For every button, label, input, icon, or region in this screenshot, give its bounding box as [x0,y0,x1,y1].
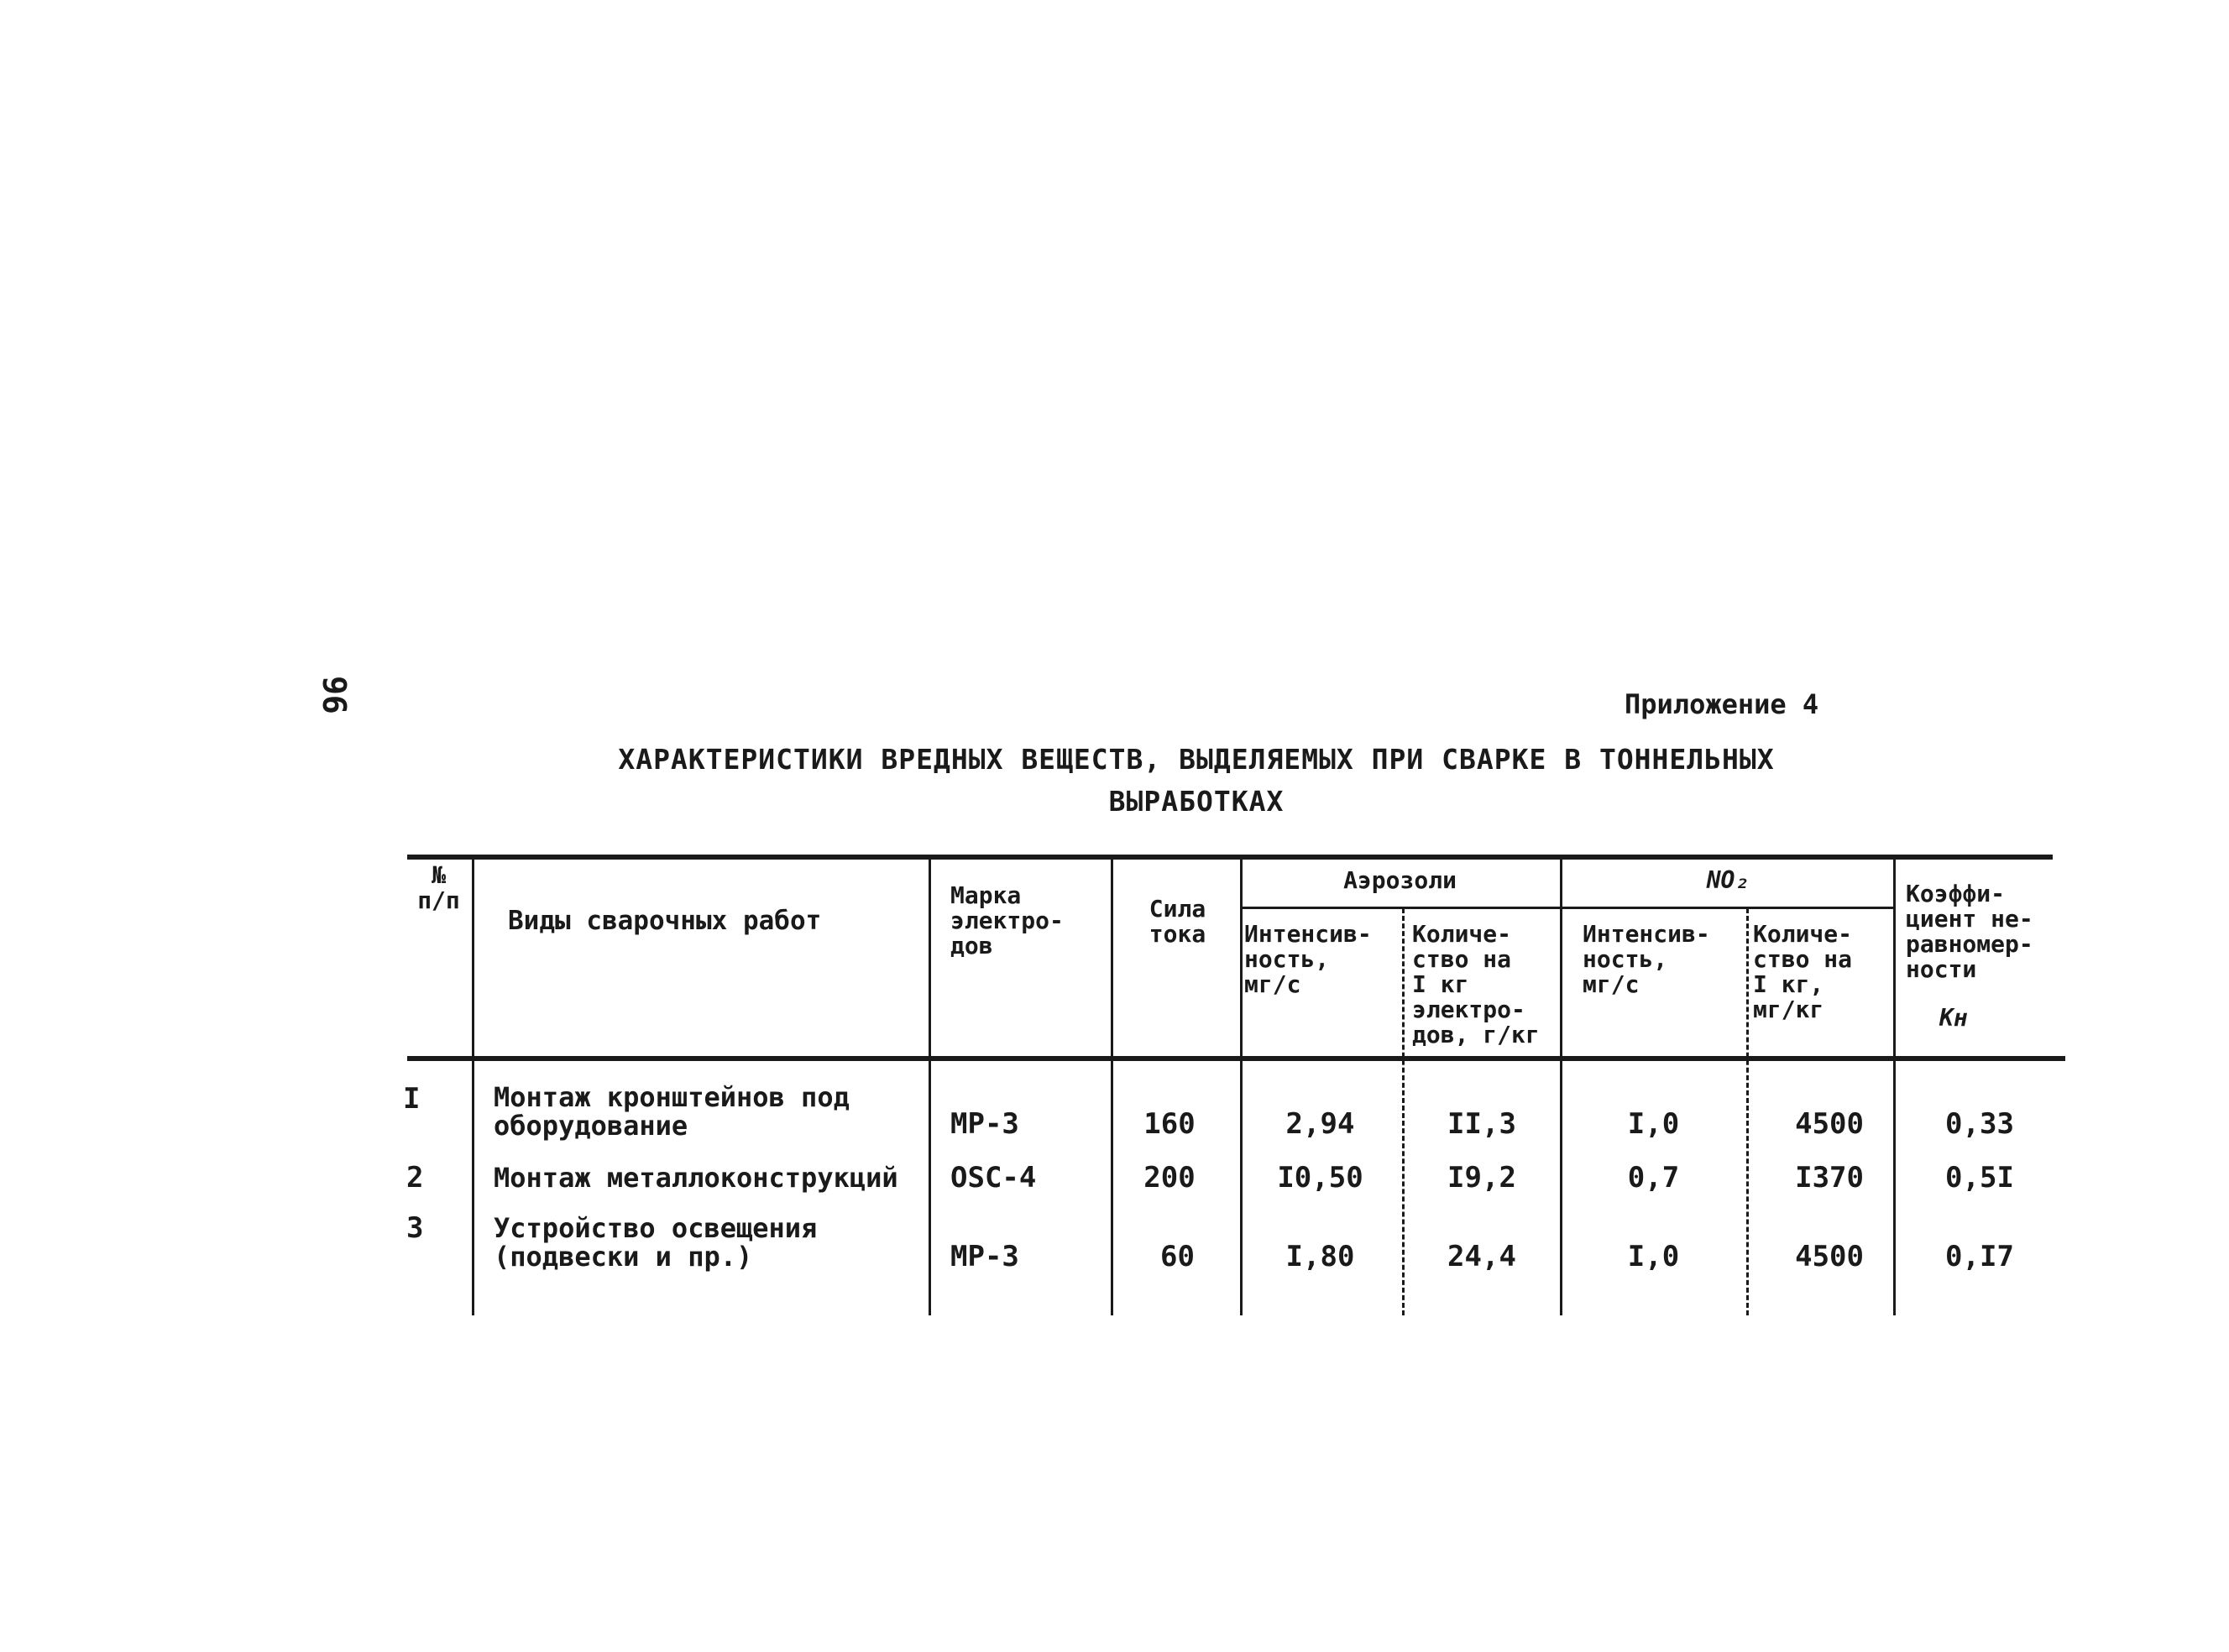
header-work-type: Виды сварочных работ [508,906,822,936]
col-divider-7 [1746,908,1749,1315]
row-aerosol-amount: II,3 [1447,1107,1516,1141]
col-divider-3 [1111,858,1113,1315]
row-coefficient: 0,5I [1945,1161,2014,1195]
row-electrode: OSC-4 [950,1161,1037,1195]
row-aerosol-intensity: I0,50 [1277,1161,1363,1195]
document-title-line-2: ВЫРАБОТКАХ [1108,785,1285,818]
header-current: Сила тока [1149,895,1206,948]
header-num: № п/п [417,861,460,914]
row-no2-intensity: I,0 [1627,1240,1680,1273]
row-current: 160 [1143,1107,1196,1141]
header-coefficient: Коэффи- циент не- равномер- ности [1906,880,2033,983]
table-top-rule [407,855,2053,860]
row-no2-amount: 4500 [1795,1240,1864,1273]
page-number: 96 [316,676,353,714]
row-no2-amount: 4500 [1795,1107,1864,1141]
header-aerosol-intensity: Интенсив- ность, мг/с [1244,920,1372,998]
header-coefficient-symbol: Кн [1939,1004,1968,1032]
col-divider-1 [472,858,474,1315]
header-aerosol-group: Аэрозоли [1343,866,1457,894]
header-electrode: Марка электро- дов [950,881,1064,959]
header-no2-group: NO₂ [1706,866,1750,894]
row-aerosol-amount: 24,4 [1447,1240,1516,1273]
row-work-type: Монтаж кронштейнов под оборудование [494,1081,850,1142]
row-work-type: Монтаж металлоконструкций [494,1162,898,1194]
row-current: 200 [1143,1161,1196,1195]
col-divider-5 [1402,908,1405,1315]
row-no2-intensity: I,0 [1627,1107,1680,1141]
row-work-type: Устройство освещения (подвески и пр.) [494,1212,818,1273]
row-electrode: МР-3 [950,1107,1019,1141]
row-electrode: МР-3 [950,1240,1019,1273]
row-num: 3 [406,1211,424,1245]
header-bottom-rule [407,1056,2065,1061]
row-no2-amount: I370 [1795,1161,1864,1195]
row-coefficient: 0,I7 [1945,1240,2014,1273]
row-coefficient: 0,33 [1945,1107,2014,1141]
row-num: 2 [406,1161,424,1195]
col-divider-2 [929,858,931,1315]
header-no2-amount: Количе- ство на I кг, мг/кг [1753,920,1853,1023]
row-current: 60 [1160,1240,1195,1273]
header-no2-intensity: Интенсив- ность, мг/с [1583,920,1710,998]
row-aerosol-intensity: 2,94 [1285,1107,1355,1141]
row-no2-intensity: 0,7 [1627,1161,1680,1195]
row-aerosol-amount: I9,2 [1447,1161,1516,1195]
aerosol-group-rule [1241,907,1896,909]
row-aerosol-intensity: I,80 [1285,1240,1355,1273]
document-title-line-1: ХАРАКТЕРИСТИКИ ВРЕДНЫХ ВЕЩЕСТВ, ВЫДЕЛЯЕМЫХ ПРИ СВАРКЕ В ТОННЕЛЬНЫХ [618,743,1775,776]
row-num: I [403,1082,421,1116]
header-aerosol-amount: Количе- ство на I кг электро- дов, г/кг [1412,920,1540,1048]
appendix-label: Приложение 4 [1625,688,1819,720]
col-divider-6 [1560,858,1562,1315]
